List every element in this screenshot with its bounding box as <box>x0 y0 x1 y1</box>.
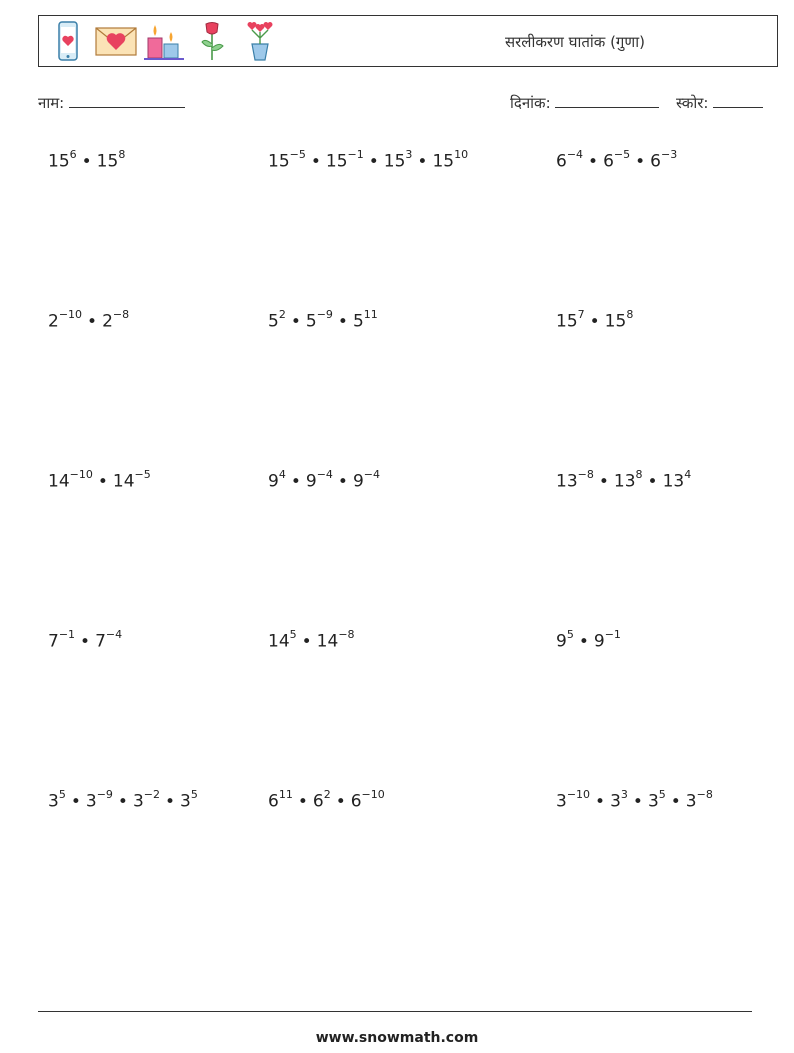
multiply-dot: • <box>417 151 428 172</box>
base: 15 <box>432 151 455 172</box>
exponent: −8 <box>112 308 130 321</box>
problem-14 <box>268 790 385 812</box>
date-blank[interactable] <box>555 93 659 108</box>
exponent: −9 <box>316 308 333 321</box>
multiply-dot: • <box>290 311 301 332</box>
base: 9 <box>305 471 317 492</box>
base: 5 <box>305 311 317 332</box>
problem-15 <box>556 790 713 812</box>
exponent: 10 <box>454 148 469 161</box>
base: 15 <box>325 151 348 172</box>
base: 6 <box>556 151 567 172</box>
base: 6 <box>603 151 614 172</box>
worksheet-title: सरलीकरण घातांक (गुणा) <box>505 33 645 51</box>
problem-11 <box>268 630 355 652</box>
name-label: नाम: <box>38 94 65 112</box>
exponent: 11 <box>278 788 293 801</box>
base: 13 <box>556 471 578 492</box>
exponent: −1 <box>347 148 364 161</box>
base: 3 <box>556 791 567 812</box>
problem-9 <box>556 470 691 492</box>
exponent: −1 <box>58 628 76 641</box>
problem-13 <box>48 790 198 812</box>
date-label: दिनांक: <box>510 94 551 112</box>
score-field <box>676 93 763 113</box>
base: 15 <box>556 311 578 332</box>
base: 9 <box>556 631 567 652</box>
exponent: −8 <box>696 788 713 801</box>
exponent: 5 <box>289 628 297 641</box>
base: 3 <box>85 791 97 812</box>
base: 3 <box>180 791 191 812</box>
multiply-dot: • <box>80 631 91 652</box>
exponent: −5 <box>289 148 306 161</box>
base: 2 <box>102 311 113 332</box>
multiply-dot: • <box>588 151 599 172</box>
multiply-dot: • <box>297 791 308 812</box>
multiply-dot: • <box>335 791 346 812</box>
multiply-dot: • <box>632 791 643 812</box>
multiply-dot: • <box>70 791 81 812</box>
exponent: −10 <box>69 468 93 481</box>
exponent: 5 <box>658 788 666 801</box>
exponent: −8 <box>577 468 594 481</box>
worksheet-header <box>38 15 778 67</box>
multiply-dot: • <box>337 311 348 332</box>
multiply-dot: • <box>598 471 609 492</box>
multiply-dot: • <box>97 471 108 492</box>
base: 9 <box>593 631 605 652</box>
exponent: 11 <box>363 308 378 321</box>
problem-4 <box>48 310 129 332</box>
base: 6 <box>650 151 661 172</box>
base: 15 <box>96 151 119 172</box>
multiply-dot: • <box>589 311 600 332</box>
base: 15 <box>604 311 627 332</box>
multiply-dot: • <box>310 151 321 172</box>
problem-6 <box>556 310 633 332</box>
problem-5 <box>268 310 378 332</box>
base: 3 <box>685 791 697 812</box>
exponent: 5 <box>190 788 198 801</box>
exponent: −3 <box>660 148 678 161</box>
multiply-dot: • <box>635 151 646 172</box>
exponent: 5 <box>58 788 66 801</box>
exponent: −4 <box>316 468 333 481</box>
exponent: 6 <box>69 148 77 161</box>
exponent: −5 <box>613 148 631 161</box>
exponent: 4 <box>278 468 286 481</box>
base: 5 <box>352 311 364 332</box>
exponent: −4 <box>105 628 123 641</box>
exponent: 5 <box>566 628 574 641</box>
multiply-dot: • <box>301 631 312 652</box>
multiply-dot: • <box>81 151 92 172</box>
footer-divider <box>38 1011 752 1012</box>
exponent: 8 <box>118 148 126 161</box>
base: 9 <box>352 471 364 492</box>
base: 7 <box>48 631 59 652</box>
problem-10 <box>48 630 122 652</box>
multiply-dot: • <box>578 631 589 652</box>
problem-7 <box>48 470 151 492</box>
envelope-heart-icon <box>95 20 137 62</box>
exponent: −1 <box>604 628 621 641</box>
base: 15 <box>383 151 406 172</box>
multiply-dot: • <box>368 151 379 172</box>
footer-website: www.snowmath.com <box>315 1030 479 1046</box>
base: 6 <box>312 791 324 812</box>
base: 14 <box>316 631 339 652</box>
score-label: स्कोर: <box>676 94 709 112</box>
exponent: 2 <box>278 308 286 321</box>
exponent: −8 <box>338 628 355 641</box>
rose-icon <box>191 20 233 62</box>
exponent: −10 <box>58 308 83 321</box>
problem-8 <box>268 470 380 492</box>
icon-row <box>47 20 281 62</box>
base: 14 <box>48 471 70 492</box>
base: 14 <box>268 631 290 652</box>
base: 13 <box>613 471 636 492</box>
base: 3 <box>48 791 59 812</box>
candles-icon <box>143 20 185 62</box>
exponent: −4 <box>363 468 380 481</box>
base: 15 <box>48 151 70 172</box>
base: 6 <box>350 791 362 812</box>
name-blank[interactable] <box>69 93 185 108</box>
problem-1 <box>48 150 125 172</box>
multiply-dot: • <box>117 791 128 812</box>
exponent: 3 <box>405 148 413 161</box>
exponent: −9 <box>96 788 113 801</box>
exponent: 4 <box>684 468 692 481</box>
multiply-dot: • <box>164 791 176 812</box>
base: 3 <box>132 791 144 812</box>
exponent: −4 <box>566 148 584 161</box>
multiply-dot: • <box>290 471 301 492</box>
base: 3 <box>610 791 621 812</box>
exponent: 7 <box>577 308 585 321</box>
exponent: 8 <box>626 308 634 321</box>
exponent: −2 <box>143 788 160 801</box>
base: 5 <box>268 311 279 332</box>
exponent: −10 <box>566 788 591 801</box>
exponent: 2 <box>323 788 331 801</box>
flower-pot-icon <box>239 20 281 62</box>
exponent: −5 <box>134 468 151 481</box>
base: 9 <box>268 471 279 492</box>
multiply-dot: • <box>87 311 98 332</box>
exponent: −10 <box>361 788 385 801</box>
score-blank[interactable] <box>713 93 763 108</box>
base: 7 <box>95 631 106 652</box>
multiply-dot: • <box>647 471 658 492</box>
base: 3 <box>647 791 659 812</box>
problem-3 <box>556 150 677 172</box>
name-field <box>38 93 185 113</box>
exponent: 8 <box>635 468 643 481</box>
base: 15 <box>268 151 290 172</box>
base: 2 <box>48 311 59 332</box>
exponent: 3 <box>620 788 628 801</box>
multiply-dot: • <box>595 791 606 812</box>
phone-heart-icon <box>47 20 89 62</box>
base: 13 <box>662 471 685 492</box>
base: 14 <box>112 471 135 492</box>
problem-12 <box>556 630 621 652</box>
multiply-dot: • <box>670 791 681 812</box>
date-field <box>510 93 659 113</box>
multiply-dot: • <box>337 471 348 492</box>
base: 6 <box>268 791 279 812</box>
problem-2 <box>268 150 468 172</box>
